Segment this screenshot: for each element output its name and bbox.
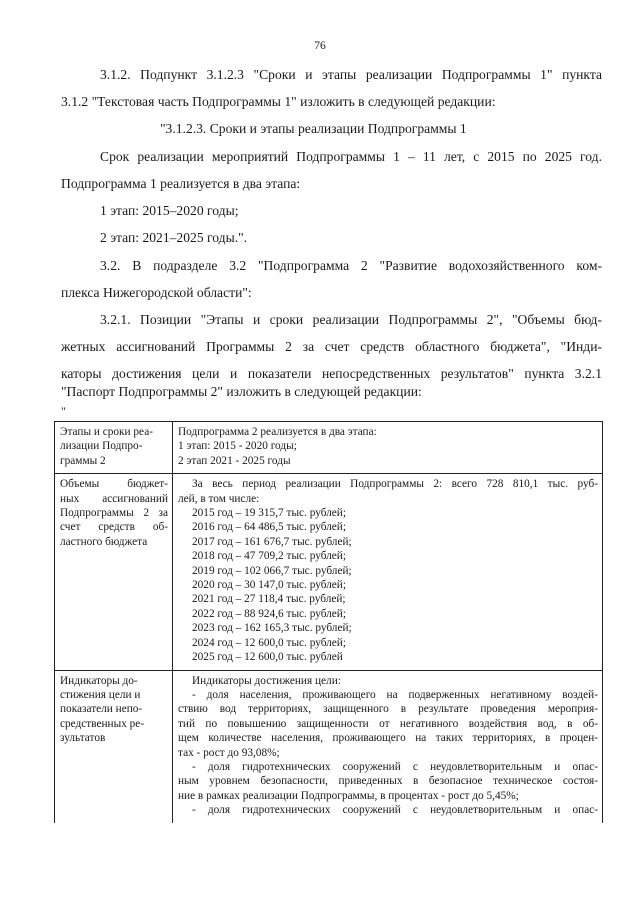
paragraph-3-2-1-line-4: "Паспорт Подпрограммы 2" изложить в следующей редакции: <box>61 384 422 399</box>
budget-label-line: Подпрограммы 2 за <box>60 507 168 520</box>
indicator-2-line: ным уровнем безопасности, приведенных в безопасное техническое состоя- <box>178 775 598 788</box>
budget-label-line: Объемы бюджет- <box>60 478 168 491</box>
stages-label-cell <box>55 422 173 474</box>
indicator-2-line: - доля гидротехнических сооружений с неудовлетворительным и опас- <box>192 760 598 773</box>
stages-label-line: лизации Подпро- <box>60 440 143 453</box>
budget-label-line: ных ассигнований <box>60 492 168 505</box>
page-number: 76 <box>314 40 326 52</box>
paragraph-3-2-line-2: плекса Нижегородской области": <box>61 285 252 300</box>
stages-content-line: 2 этап 2021 - 2025 годы <box>178 454 291 467</box>
budget-label-line: ластного бюджета <box>60 535 148 548</box>
budget-year-line: 2015 год – 19 315,7 тыс. рублей; <box>192 507 346 520</box>
indicator-1-line: ствию вод территориях, защищенного в результате проведения мероприя- <box>178 703 598 716</box>
stage-2-line: 2 этап: 2021–2025 годы.". <box>100 230 248 245</box>
budget-year-line: 2024 год – 12 600,0 тыс. рублей; <box>192 636 346 649</box>
budget-year-line: 2018 год – 47 709,2 тыс. рублей; <box>192 550 346 563</box>
budget-year-line: 2017 год – 161 676,7 тыс. рублей; <box>192 535 352 548</box>
indicator-1-line: тий по повышению защищенности от негативного воздействия вод, в об- <box>178 717 598 730</box>
budget-year-line: 2016 год – 64 486,5 тыс. рублей; <box>192 521 346 534</box>
table-row-budget <box>55 474 603 670</box>
budget-label-cell <box>55 474 173 670</box>
stage-1-line: 1 этап: 2015–2020 годы; <box>100 203 239 218</box>
indicator-1-line: - доля населения, проживающего на подверженных негативному воздей- <box>192 688 598 701</box>
indicators-label-line: Индикаторы до- <box>60 674 138 687</box>
stages-label-line: Этапы и сроки реа- <box>60 426 153 438</box>
indicators-content-cell <box>173 670 603 823</box>
budget-label-line: счет средств об- <box>60 521 168 534</box>
indicators-label-line: средственных ре- <box>60 717 145 730</box>
budget-year-line: 2022 год – 88 924,6 тыс. рублей; <box>192 607 346 620</box>
quoted-heading-3-1-2-3: "3.1.2.3. Сроки и этапы реализации Подпрограммы 1 <box>160 121 467 136</box>
opening-quote: " <box>61 404 66 418</box>
indicators-label-cell <box>55 670 173 823</box>
indicators-label-line: показатели непо- <box>60 703 143 716</box>
budget-year-line: 2025 год – 12 600,0 тыс. рублей <box>192 651 343 664</box>
table-row-stages <box>55 422 603 474</box>
paragraph-3-1-2-line-1: 3.1.2. Подпункт 3.1.2.3 "Сроки и этапы реализации Подпрограммы 1" пункта <box>100 67 602 82</box>
paragraph-3-2-1-line-1: 3.2.1. Позиции "Этапы и сроки реализации Подпрограммы 2", "Объемы бюд- <box>100 312 602 327</box>
paragraph-3-2-1-line-2: жетных ассигнований Программы 2 за счет средств областного бюджета", "Инди- <box>61 339 602 354</box>
indicator-3-line: - доля гидротехнических сооружений с неудовлетворительным и опас- <box>192 804 598 817</box>
budget-year-line: 2019 год – 102 066,7 тыс. рублей; <box>192 564 352 577</box>
indicator-1-line: тах - рост до 93,08%; <box>178 746 280 759</box>
budget-year-line: 2023 год – 162 165,3 тыс. рублей; <box>192 622 352 635</box>
budget-intro-line: лей, в том числе: <box>178 492 260 505</box>
budget-content-cell <box>173 474 603 670</box>
budget-year-line: 2021 год – 27 118,4 тыс. рублей; <box>192 593 346 606</box>
indicator-2-line: ние в рамках реализации Подпрограммы, в процентах - рост до 5,45%; <box>178 789 519 802</box>
term-paragraph-line-2: Подпрограмма 1 реализуется в два этапа: <box>61 176 301 191</box>
paragraph-3-2-1-line-3: каторы достижения цели и показатели непосредственных результатов" пункта 3.2.1 <box>61 366 602 381</box>
paragraph-3-2-line-1: 3.2. В подразделе 3.2 "Подпрограмма 2 "Развитие водохозяйственного ком- <box>100 258 602 273</box>
table-row-indicators <box>55 670 603 823</box>
stages-label-line: граммы 2 <box>60 454 106 467</box>
indicator-1-line: щем количестве населения, проживающего на таких территориях, в процен- <box>178 732 598 745</box>
budget-intro-line: За весь период реализации Подпрограммы 2: всего 728 810,1 тыс. руб- <box>192 478 598 491</box>
indicators-label-line: зультатов <box>60 732 106 745</box>
stages-content-line: Подпрограмма 2 реализуется в два этапа: <box>178 426 377 438</box>
stages-content-line: 1 этап: 2015 - 2020 годы; <box>178 440 297 453</box>
budget-year-line: 2020 год – 30 147,0 тыс. рублей; <box>192 579 346 592</box>
passport-table <box>54 421 603 823</box>
paragraph-3-1-2-line-2: 3.1.2 "Текстовая часть Подпрограммы 1" изложить в следующей редакции: <box>61 94 496 109</box>
indicators-label-line: стижения цели и <box>60 688 141 701</box>
indicators-heading: Индикаторы достижения цели: <box>192 674 341 687</box>
term-paragraph-line-1: Срок реализации мероприятий Подпрограммы 1 – 11 лет, с 2015 по 2025 год. <box>100 149 602 164</box>
stages-content-cell <box>173 422 603 474</box>
